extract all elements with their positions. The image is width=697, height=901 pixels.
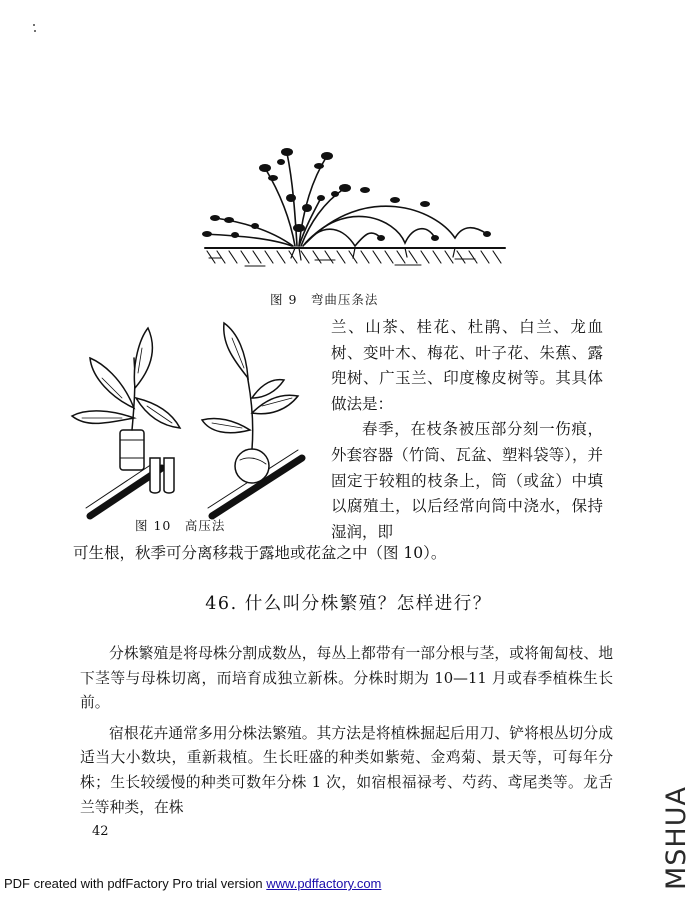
paragraph: 兰、山茶、桂花、杜鹃、白兰、龙血树、变叶木、梅花、叶子花、朱蕉、露兜树、广玉兰、印度橡皮树等。其具体做法是： — [331, 318, 603, 413]
section-body — [80, 642, 613, 820]
continuation-line: 可生根，秋季可分离移栽于露地或花盆之中（图 10）。 — [73, 544, 447, 562]
page-number: 42 — [92, 824, 109, 839]
right-column-text — [331, 315, 603, 545]
footer-text: PDF created with pdfFactory Pro trial version — [4, 876, 267, 891]
paragraph: 宿根花卉通常多用分株法繁殖。其方法是将植株掘起后用刀、铲将根丛切分成适当大小数块，重新栽植。生长旺盛的种类如紫菀、金鸡菊、景天等，可每年分株；生长较缓慢的种类可数年分株 1 次，如宿根福禄考、芍药、鸢尾类等。龙舌兰等种类，在株 — [80, 724, 613, 816]
watermark: MSHUA — [661, 786, 692, 890]
scan-specks — [32, 22, 38, 36]
paragraph: 春季，在枝条被压部分刻一伤痕，外套容器（竹筒、瓦盆、塑料袋等），并固定于较粗的枝条上，筒（或盆）中填以腐殖土，以后经常向筒中浇水，保持湿润，即 — [331, 420, 603, 541]
section-heading: 46. 什么叫分株繁殖？怎样进行？ — [205, 594, 492, 614]
paragraph: 分株繁殖是将母株分割成数丛，每丛上都带有一部分根与茎，或将匍匐枝、地下茎等与母株切离，而培育成独立新株。分株时期为 10—11 月或春季植株生长前。 — [80, 645, 613, 712]
figure-10-caption: 图 10 高压法 — [135, 518, 226, 533]
figure-10-illustration — [62, 318, 312, 523]
footer-link[interactable]: www.pdffactory.com — [266, 876, 382, 891]
figure-9-illustration — [195, 138, 515, 270]
figure-9-caption: 图 9 弯曲压条法 — [270, 292, 379, 307]
pdf-footer — [4, 876, 381, 891]
